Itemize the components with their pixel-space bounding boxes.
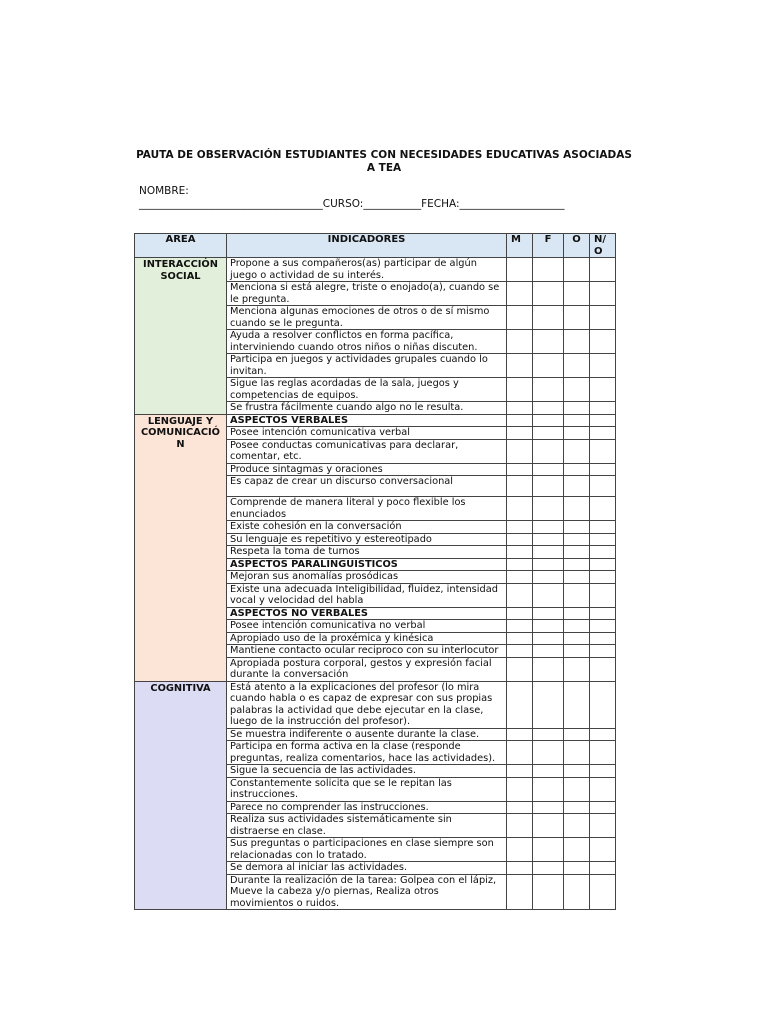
indicator-text: Respeta la toma de turnos: [227, 546, 507, 559]
check-cell-no[interactable]: [590, 354, 616, 378]
check-cell-m[interactable]: [507, 765, 533, 778]
check-cell-f[interactable]: [533, 354, 564, 378]
check-cell-m[interactable]: [507, 583, 533, 607]
check-cell-o[interactable]: [564, 838, 590, 862]
check-cell-no[interactable]: [590, 558, 616, 571]
check-cell-no[interactable]: [590, 741, 616, 765]
check-cell-f[interactable]: [533, 282, 564, 306]
section-heading: ASPECTOS VERBALES: [227, 414, 507, 427]
check-cell-m[interactable]: [507, 354, 533, 378]
check-cell-no[interactable]: [590, 282, 616, 306]
area-cognitiva: COGNITIVA: [135, 681, 227, 910]
indicator-text: Realiza sus actividades sistemáticamente sin distraerse en clase.: [227, 814, 507, 838]
check-cell-o[interactable]: [564, 439, 590, 463]
check-cell-f[interactable]: [533, 558, 564, 571]
check-cell-no[interactable]: [590, 463, 616, 476]
check-cell-o[interactable]: [564, 583, 590, 607]
check-cell-f[interactable]: [533, 521, 564, 534]
check-cell-f[interactable]: [533, 862, 564, 875]
header-no: N/ O: [590, 234, 616, 258]
check-cell-m[interactable]: [507, 607, 533, 620]
check-cell-o[interactable]: [564, 306, 590, 330]
check-cell-m[interactable]: [507, 801, 533, 814]
check-cell-no[interactable]: [590, 681, 616, 728]
check-cell-o[interactable]: [564, 558, 590, 571]
check-cell-o[interactable]: [564, 533, 590, 546]
check-cell-no[interactable]: [590, 571, 616, 584]
indicator-text: Posee intención comunicativa no verbal: [227, 620, 507, 633]
check-cell-no[interactable]: [590, 402, 616, 415]
check-cell-no[interactable]: [590, 728, 616, 741]
indicator-text: Propone a sus compañeros(as) participar de algún juego o actividad de su interés.: [227, 258, 507, 282]
indicator-text: Participa en juegos y actividades grupales cuando lo invitan.: [227, 354, 507, 378]
check-cell-m[interactable]: [507, 874, 533, 910]
check-cell-m[interactable]: [507, 645, 533, 658]
check-cell-o[interactable]: [564, 814, 590, 838]
check-cell-o[interactable]: [564, 777, 590, 801]
check-cell-f[interactable]: [533, 681, 564, 728]
check-cell-m[interactable]: [507, 681, 533, 728]
check-cell-f[interactable]: [533, 463, 564, 476]
check-cell-no[interactable]: [590, 645, 616, 658]
check-cell-no[interactable]: [590, 838, 616, 862]
check-cell-no[interactable]: [590, 632, 616, 645]
check-cell-m[interactable]: [507, 728, 533, 741]
check-cell-f[interactable]: [533, 378, 564, 402]
check-cell-m[interactable]: [507, 741, 533, 765]
indicator-text: Existe una adecuada Inteligibilidad, fluidez, intensidad vocal y velocidad del habla: [227, 583, 507, 607]
check-cell-no[interactable]: [590, 476, 616, 497]
check-cell-o[interactable]: [564, 801, 590, 814]
check-cell-m[interactable]: [507, 521, 533, 534]
check-cell-m[interactable]: [507, 571, 533, 584]
check-cell-m[interactable]: [507, 777, 533, 801]
check-cell-f[interactable]: [533, 439, 564, 463]
check-cell-no[interactable]: [590, 583, 616, 607]
check-cell-o[interactable]: [564, 427, 590, 440]
check-cell-no[interactable]: [590, 414, 616, 427]
check-cell-m[interactable]: [507, 533, 533, 546]
check-cell-no[interactable]: [590, 765, 616, 778]
check-cell-o[interactable]: [564, 765, 590, 778]
check-cell-o[interactable]: [564, 497, 590, 521]
indicator-text: Participa en forma activa en la clase (responde preguntas, realiza comentarios, hace las actividades).: [227, 741, 507, 765]
curso-fecha-line: ___________________________________CURSO:___________FECHA:____________________: [139, 198, 565, 210]
indicator-text: Se muestra indiferente o ausente durante la clase.: [227, 728, 507, 741]
check-cell-o[interactable]: [564, 330, 590, 354]
check-cell-m[interactable]: [507, 378, 533, 402]
section-heading: ASPECTOS NO VERBALES: [227, 607, 507, 620]
check-cell-m[interactable]: [507, 258, 533, 282]
indicator-text: Ayuda a resolver conflictos en forma pacífica, interviniendo cuando otros niños o niñas discuten.: [227, 330, 507, 354]
check-cell-m[interactable]: [507, 632, 533, 645]
check-cell-m[interactable]: [507, 657, 533, 681]
check-cell-no[interactable]: [590, 607, 616, 620]
indicator-text: Posee intención comunicativa verbal: [227, 427, 507, 440]
check-cell-f[interactable]: [533, 497, 564, 521]
nombre-field-label: NOMBRE:: [139, 185, 189, 197]
indicator-text: Está atento a la explicaciones del profesor (lo mira cuando habla o es capaz de expresar con sus propias palabras la actividad que debe ejecutar en la clase, luego de la instrucción del profesor).: [227, 681, 507, 728]
check-cell-o[interactable]: [564, 546, 590, 559]
table-header-row: [135, 234, 616, 258]
indicator-text: Menciona si está alegre, triste o enojado(a), cuando se le pregunta.: [227, 282, 507, 306]
check-cell-o[interactable]: [564, 620, 590, 633]
header-m: M: [507, 234, 533, 258]
check-cell-no[interactable]: [590, 862, 616, 875]
check-cell-m[interactable]: [507, 814, 533, 838]
check-cell-no[interactable]: [590, 258, 616, 282]
check-cell-f[interactable]: [533, 402, 564, 415]
check-cell-m[interactable]: [507, 427, 533, 440]
check-cell-no[interactable]: [590, 330, 616, 354]
check-cell-o[interactable]: [564, 862, 590, 875]
check-cell-no[interactable]: [590, 439, 616, 463]
header-f: F: [533, 234, 564, 258]
check-cell-o[interactable]: [564, 476, 590, 497]
table-row: [135, 258, 616, 282]
check-cell-f[interactable]: [533, 533, 564, 546]
check-cell-f[interactable]: [533, 765, 564, 778]
check-cell-f[interactable]: [533, 607, 564, 620]
indicator-text: Apropiado uso de la proxémica y kinésica: [227, 632, 507, 645]
check-cell-m[interactable]: [507, 402, 533, 415]
check-cell-f[interactable]: [533, 728, 564, 741]
check-cell-m[interactable]: [507, 439, 533, 463]
check-cell-no[interactable]: [590, 533, 616, 546]
area-social: INTERACCIÓN SOCIAL: [135, 258, 227, 415]
check-cell-no[interactable]: [590, 814, 616, 838]
check-cell-f[interactable]: [533, 583, 564, 607]
check-cell-m[interactable]: [507, 330, 533, 354]
check-cell-o[interactable]: [564, 741, 590, 765]
indicator-text: Sigue las reglas acordadas de la sala, juegos y competencias de equipos.: [227, 378, 507, 402]
check-cell-o[interactable]: [564, 728, 590, 741]
check-cell-m[interactable]: [507, 306, 533, 330]
check-cell-m[interactable]: [507, 497, 533, 521]
check-cell-o[interactable]: [564, 681, 590, 728]
indicator-text: Su lenguaje es repetitivo y estereotipado: [227, 533, 507, 546]
check-cell-no[interactable]: [590, 378, 616, 402]
indicator-text: Mantiene contacto ocular reciproco con su interlocutor: [227, 645, 507, 658]
check-cell-no[interactable]: [590, 521, 616, 534]
check-cell-no[interactable]: [590, 801, 616, 814]
check-cell-m[interactable]: [507, 282, 533, 306]
check-cell-m[interactable]: [507, 414, 533, 427]
check-cell-no[interactable]: [590, 620, 616, 633]
check-cell-f[interactable]: [533, 632, 564, 645]
check-cell-o[interactable]: [564, 258, 590, 282]
check-cell-f[interactable]: [533, 306, 564, 330]
indicator-text: Apropiada postura corporal, gestos y expresión facial durante la conversación: [227, 657, 507, 681]
check-cell-o[interactable]: [564, 645, 590, 658]
check-cell-f[interactable]: [533, 874, 564, 910]
indicator-text: Produce sintagmas y oraciones: [227, 463, 507, 476]
check-cell-o[interactable]: [564, 632, 590, 645]
indicator-text: Posee conductas comunicativas para declarar, comentar, etc.: [227, 439, 507, 463]
check-cell-m[interactable]: [507, 862, 533, 875]
check-cell-no[interactable]: [590, 546, 616, 559]
check-cell-no[interactable]: [590, 777, 616, 801]
check-cell-f[interactable]: [533, 838, 564, 862]
check-cell-no[interactable]: [590, 427, 616, 440]
check-cell-o[interactable]: [564, 378, 590, 402]
indicator-text: Constantemente solicita que se le repitan las instrucciones.: [227, 777, 507, 801]
indicator-text: Comprende de manera literal y poco flexible los enunciados: [227, 497, 507, 521]
indicator-text: Sus preguntas o participaciones en clase siempre son relacionadas con lo tratado.: [227, 838, 507, 862]
check-cell-m[interactable]: [507, 463, 533, 476]
check-cell-f[interactable]: [533, 546, 564, 559]
check-cell-o[interactable]: [564, 463, 590, 476]
check-cell-f[interactable]: [533, 777, 564, 801]
header-indicadores: INDICADORES: [227, 234, 507, 258]
check-cell-o[interactable]: [564, 657, 590, 681]
document-title: PAUTA DE OBSERVACIÓN ESTUDIANTES CON NECESIDADES EDUCATIVAS ASOCIADAS A TEA: [136, 149, 632, 174]
check-cell-o[interactable]: [564, 282, 590, 306]
check-cell-m[interactable]: [507, 476, 533, 497]
check-cell-no[interactable]: [590, 657, 616, 681]
table-row: [135, 414, 616, 427]
check-cell-o[interactable]: [564, 607, 590, 620]
check-cell-o[interactable]: [564, 354, 590, 378]
check-cell-f[interactable]: [533, 258, 564, 282]
check-cell-no[interactable]: [590, 497, 616, 521]
section-heading: ASPECTOS PARALINGUISTICOS: [227, 558, 507, 571]
check-cell-f[interactable]: [533, 814, 564, 838]
check-cell-f[interactable]: [533, 645, 564, 658]
check-cell-f[interactable]: [533, 427, 564, 440]
indicator-text: Es capaz de crear un discurso conversacional: [227, 476, 507, 497]
check-cell-f[interactable]: [533, 657, 564, 681]
indicator-text: Existe cohesión en la conversación: [227, 521, 507, 534]
check-cell-f[interactable]: [533, 741, 564, 765]
indicator-text: Mejoran sus anomalías prosódicas: [227, 571, 507, 584]
check-cell-m[interactable]: [507, 620, 533, 633]
check-cell-m[interactable]: [507, 546, 533, 559]
check-cell-f[interactable]: [533, 620, 564, 633]
check-cell-o[interactable]: [564, 402, 590, 415]
check-cell-m[interactable]: [507, 558, 533, 571]
check-cell-o[interactable]: [564, 571, 590, 584]
header-o: O: [564, 234, 590, 258]
indicator-text: Durante la realización de la tarea: Golpea con el lápiz, Mueve la cabeza y/o piernas, Realiza otros movimientos o ruidos.: [227, 874, 507, 910]
indicator-text: Parece no comprender las instrucciones.: [227, 801, 507, 814]
header-area: AREA: [135, 234, 227, 258]
check-cell-no[interactable]: [590, 306, 616, 330]
table-row: [135, 681, 616, 728]
check-cell-no[interactable]: [590, 874, 616, 910]
indicator-text: Se frustra fácilmente cuando algo no le resulta.: [227, 402, 507, 415]
check-cell-f[interactable]: [533, 476, 564, 497]
area-lenguaje: LENGUAJE Y COMUNICACIÓ N: [135, 414, 227, 681]
check-cell-f[interactable]: [533, 801, 564, 814]
check-cell-o[interactable]: [564, 874, 590, 910]
check-cell-f[interactable]: [533, 330, 564, 354]
check-cell-f[interactable]: [533, 414, 564, 427]
observation-table: [134, 233, 616, 910]
indicator-text: Sigue la secuencia de las actividades.: [227, 765, 507, 778]
check-cell-o[interactable]: [564, 521, 590, 534]
check-cell-o[interactable]: [564, 414, 590, 427]
indicator-text: Se demora al iniciar las actividades.: [227, 862, 507, 875]
indicator-text: Menciona algunas emociones de otros o de sí mismo cuando se le pregunta.: [227, 306, 507, 330]
check-cell-f[interactable]: [533, 571, 564, 584]
check-cell-m[interactable]: [507, 838, 533, 862]
